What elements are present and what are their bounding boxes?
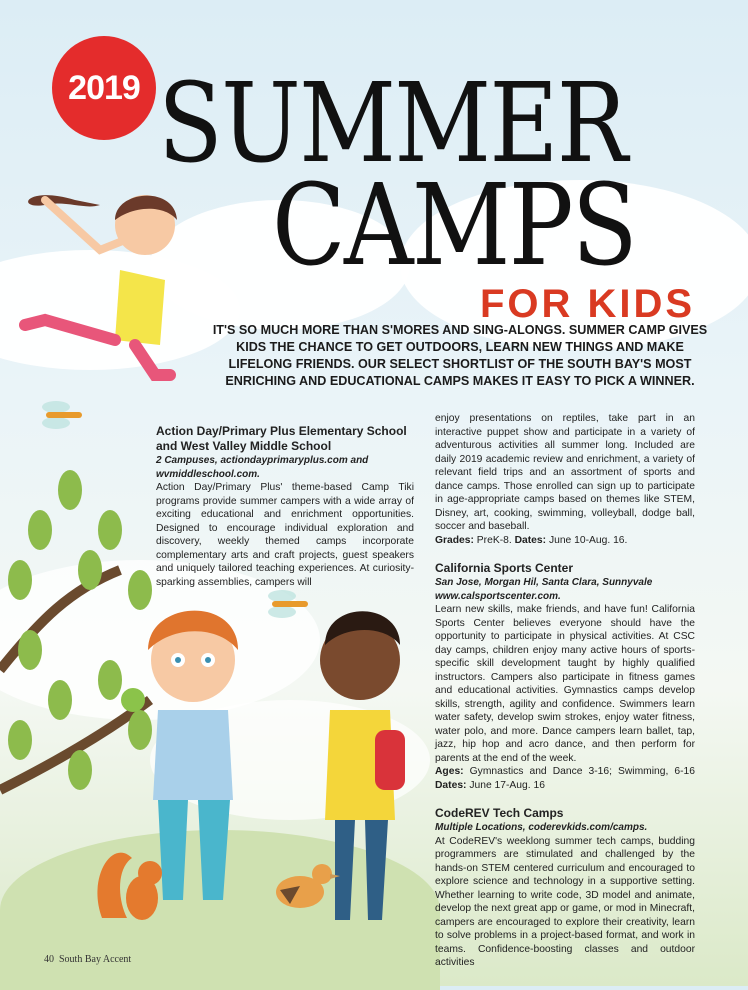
dragonfly-icon	[38, 395, 88, 435]
column-left	[156, 424, 414, 589]
camp-name: CodeREV Tech Camps	[435, 806, 564, 820]
title-camps: CAMPS	[272, 161, 637, 291]
page-number: 40	[44, 954, 54, 965]
camp-location: Multiple Locations, coderevkids.com/camps.	[435, 822, 648, 833]
title-summer: SUMMER	[158, 59, 627, 187]
squirrel-illustration	[92, 838, 172, 928]
camp-details: Grades: PreK-8. Dates: June 10-Aug. 16.	[435, 534, 628, 546]
publication-name: South Bay Accent	[59, 954, 132, 965]
camp-description: Learn new skills, make friends, and have fun! California Sports Center believes everyone should have the opportunity to participate in physical activities. At CSC day camps, children enjoy many active hours of sports-specific skill development taught by highly qualified instructors. Campers also participate in fitness games and educational activities. Gymnastics camps develop skills, strength, agility and confidence. Swimmers learn water safety, develop swim strokes, enjoy water fitness, water polo, and more. Dance campers learn ballet, tap, jazz, hip hop and acro dance, and then perform for parents at the end of the week.	[435, 604, 695, 764]
camp-entry	[435, 806, 695, 970]
camp-location: 2 Campuses, actiondayprimaryplus.com and wvmiddleschool.com.	[156, 455, 369, 480]
camp-entry	[156, 424, 414, 589]
year-badge: 2019	[52, 36, 156, 140]
camp-entry	[435, 561, 695, 792]
camp-location: San Jose, Morgan Hil, Santa Clara, Sunnyvale www.calsportscenter.com.	[435, 577, 653, 602]
camp-name: California Sports Center	[435, 561, 574, 575]
column-right	[435, 412, 695, 984]
camp-description: At CodeREV's weeklong summer tech camps, budding programmers are stimulated and challenged by the hands-on STEM centered curriculum and encouraged to explore science and technology in a supportive setting. Whether learning to write code, 3D model and animate, develop the next great app or game, or mod in Minecraft, campers are encouraged to explore their creativity, learn to solve problems in a project-based format, and work in teams. Confidence-boosting classes and outdoor activities	[435, 835, 695, 968]
camp-description-continued: enjoy presentations on reptiles, take part in an interactive puppet show and participate in a variety of adventurous activities all summer long. Included are daily 2019 academic review and enrichment, a variety of relevant field trips and an assortment of sports and dance camps. Those enrolled can sign up to participate in age-appropriate camps based on themes like STEM, Disney, art, cooking, swimming, volleyball, dodge ball, soccer and baseball.	[435, 413, 695, 532]
page-footer	[44, 954, 131, 965]
camp-entry	[435, 412, 695, 547]
camp-description: Action Day/Primary Plus' theme-based Camp Tiki programs provide summer campers with a wide array of exciting educational and enrichment opportunities. Designed to encourage individual exploration and discovery, weekly themed camps incorporate complementary arts and craft projects, guest speakers and uniquely tailored teaching experiences. At curiosity-sparking assemblies, campers will	[156, 482, 414, 588]
bird-illustration	[270, 852, 340, 922]
flying-girl-illustration	[5, 180, 205, 400]
intro-text: IT'S SO MUCH MORE THAN S'MORES AND SING-ALONGS. SUMMER CAMP GIVES KIDS THE CHANCE TO GET OUTDOORS, LEARN NEW THINGS AND MAKE LIFELONG FRIENDS. OUR SELECT SHORTLIST OF THE SOUTH BAY'S MOST ENRICHING AND EDUCATIONAL CAMPS MAKES IT EASY TO PICK A WINNER.	[212, 323, 708, 388]
camp-details: Ages: Gymnastics and Dance 3-16; Swimming, 6-16 Dates: June 17-Aug. 16	[435, 766, 695, 791]
camp-name: Action Day/Primary Plus Elementary School and West Valley Middle School	[156, 424, 407, 453]
title-for-kids: FOR KIDS	[480, 282, 696, 326]
